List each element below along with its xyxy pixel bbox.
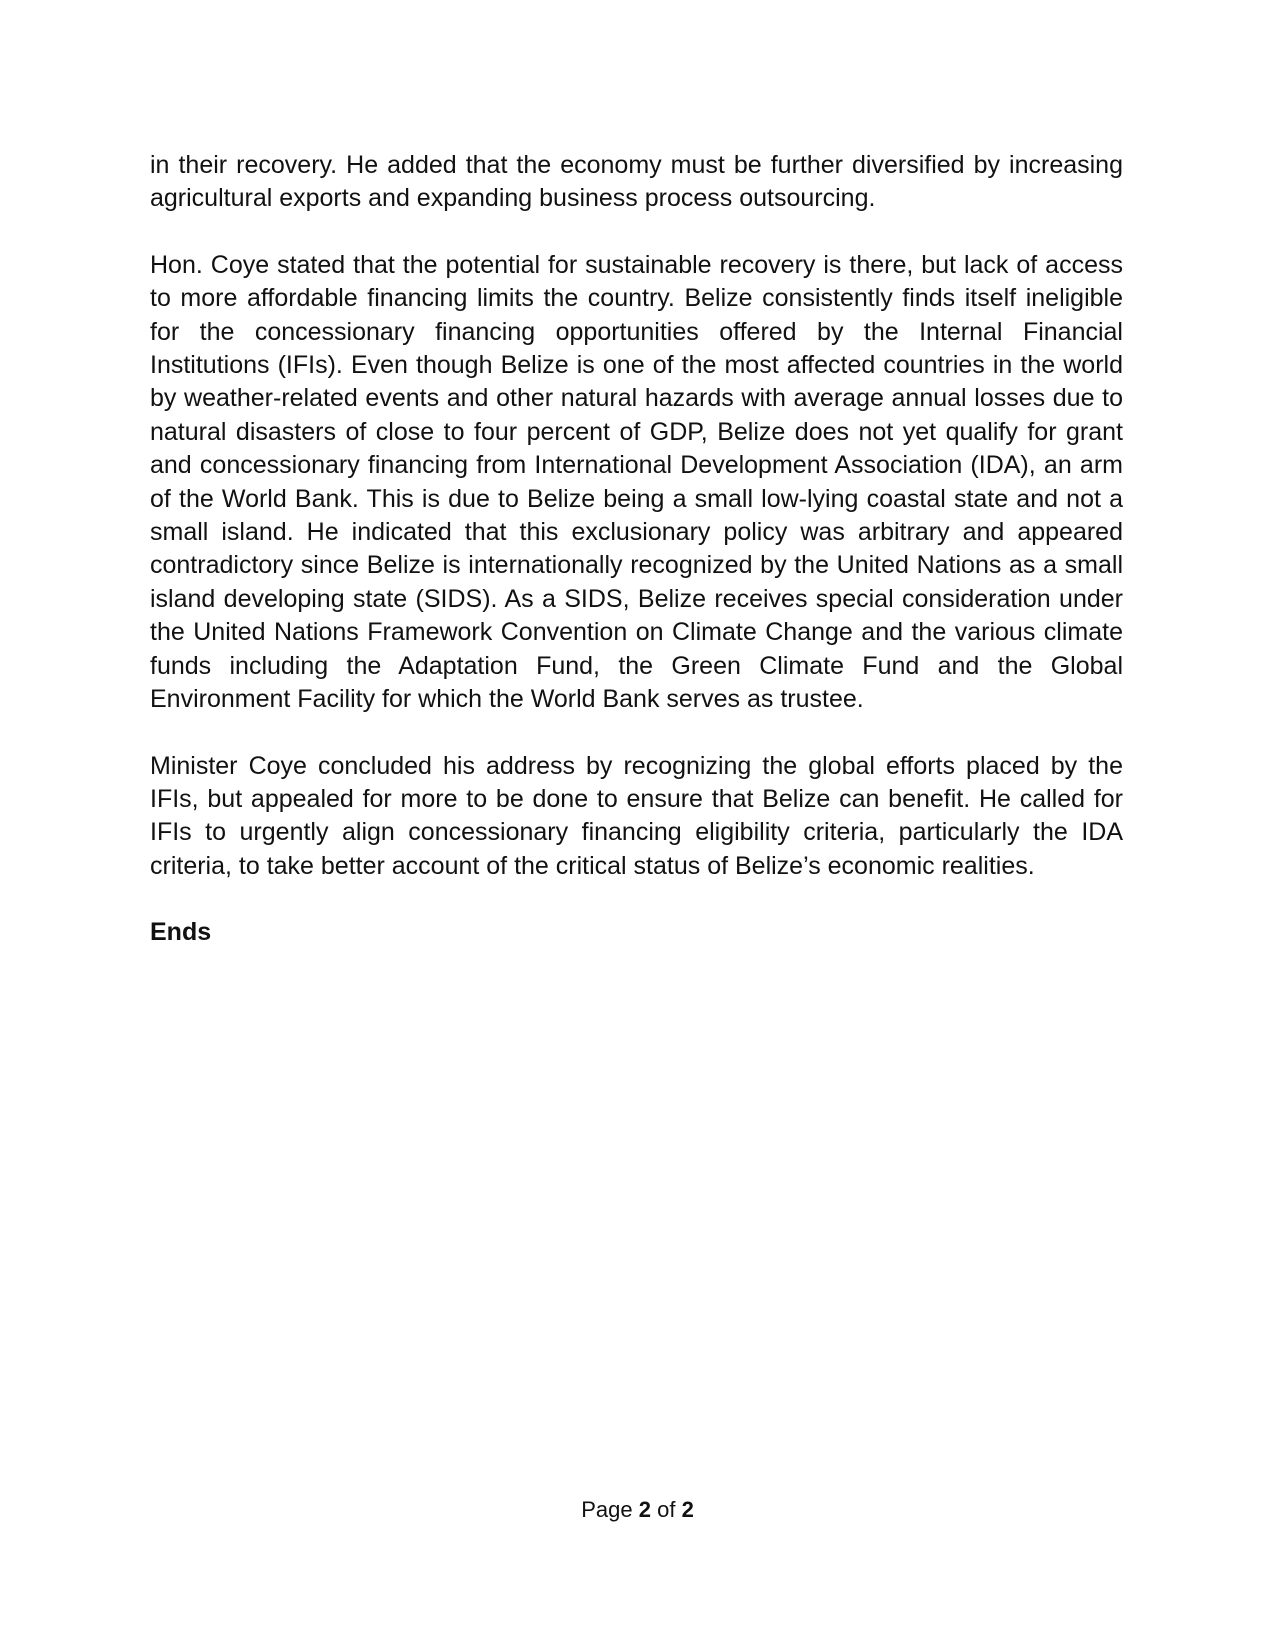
document-body [150,149,1123,950]
paragraph-financing-access: Hon. Coye stated that the potential for sustainable recovery is there, but lack of access to more affordable financing limits the country. Belize consistently finds itself ineligible for the concessionary financing opportunities offered by the Internal Financial Institutions (IFIs). Even though Belize is one of the most affected countries in the world by weather-related events and other natural hazards with average annual losses due to natural disasters of close to four percent of GDP, Belize does not yet qualify for grant and concessionary financing from International Development Association (IDA), an arm of the World Bank. This is due to Belize being a small low-lying coastal state and not a small island. He indicated that this exclusionary policy was arbitrary and appeared contradictory since Belize is internationally recognized by the United Nations as a small island developing state (SIDS). As a SIDS, Belize receives special consideration under the United Nations Framework Convention on Climate Change and the various climate funds including the Adaptation Fund, the Green Climate Fund and the Global Environment Facility for which the World Bank serves as trustee. [150,250,1123,714]
closing-ends: Ends [150,918,212,947]
paragraph-conclusion: Minister Coye concluded his address by recognizing the global efforts placed by the IFIs, but appealed for more to be done to ensure that Belize can benefit. He called for IFIs to urgently align concessionary financing eligibility criteria, particularly the IDA criteria, to take better account of the critical status of Belize’s economic realities. [150,751,1123,880]
paragraph-recovery: in their recovery. He added that the economy must be further diversified by increasing agricultural exports and expanding business process outsourcing. [150,151,1123,213]
page-label: Page [581,1497,633,1522]
page-footer [0,1496,1275,1524]
total-pages-number: 2 [681,1497,694,1522]
page-separator: of [657,1497,676,1522]
current-page-number: 2 [638,1497,651,1522]
